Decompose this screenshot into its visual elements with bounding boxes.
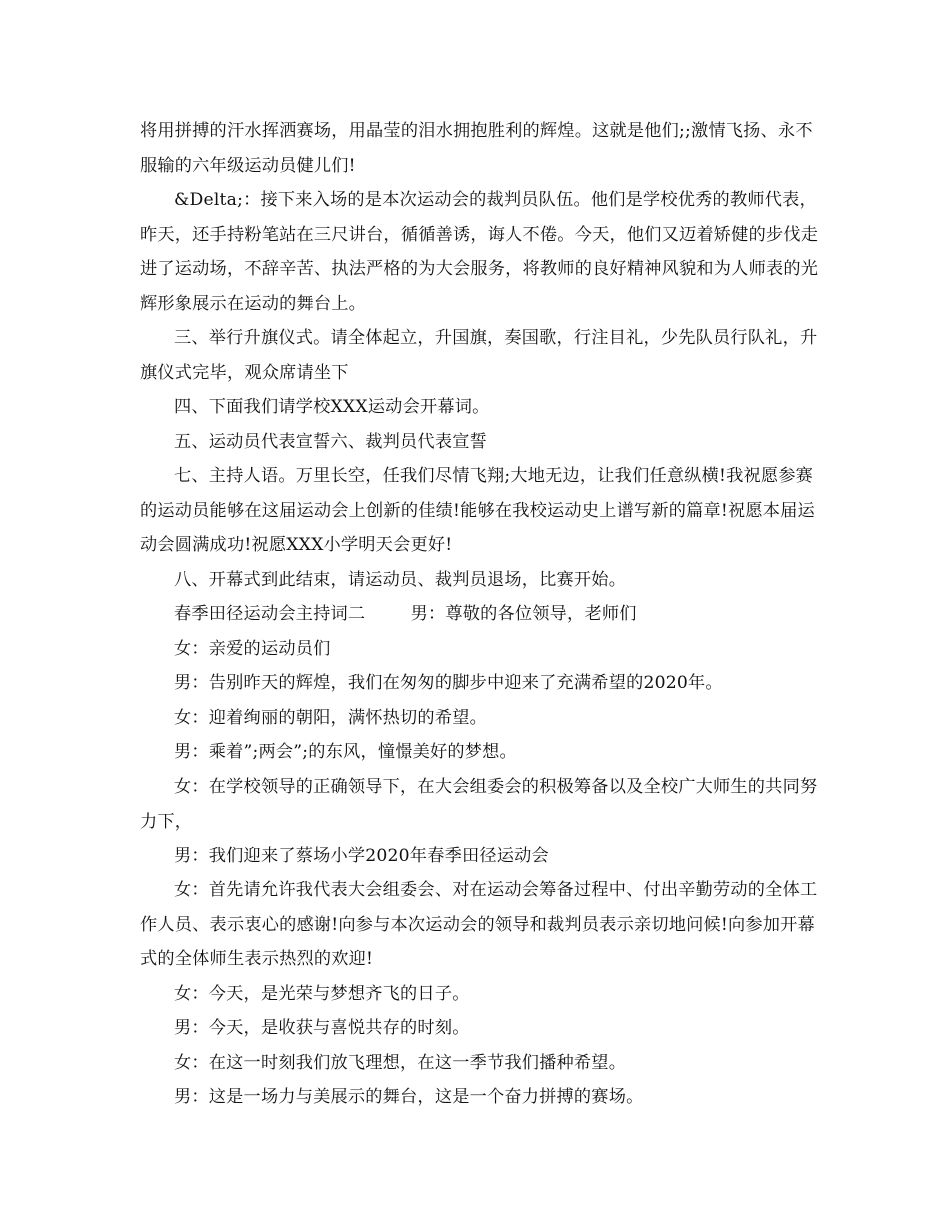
dialogue-line: 女：首先请允许我代表大会组委会、对在运动会筹备过程中、付出辛勤劳动的全体工作人员、表示衷心的感谢!向参与本次运动会的领导和裁判员表示亲切地问候!向参加开幕式的全体师生表示热烈的欢迎!: [140, 880, 818, 969]
paragraph-host-words: 七、主持人语。万里长空，任我们尽情飞翔;大地无边，让我们任意纵横!我祝愿参赛的运动员能够在这届运动会上创新的佳绩!能够在我校运动史上谱写新的篇章!祝愿本届运动会圆满成功!祝愿XXX小学明天会更好!: [140, 466, 815, 555]
paragraph-flag-ceremony: 三、举行升旗仪式。请全体起立，升国旗，奏国歌，行注目礼，少先队员行队礼，升旗仪式完毕，观众席请坐下: [140, 328, 818, 383]
dialogue-line: 女：在学校领导的正确领导下，在大会组委会的积极筹备以及全校广大师生的共同努力下，: [140, 777, 818, 832]
paragraph-referee-team: &Delta;：接下来入场的是本次运动会的裁判员队伍。他们是学校优秀的教师代表，昨天，还手持粉笔站在三尺讲台，循循善诱，诲人不倦。今天，他们又迈着矫健的步伐走进了运动场，不辞辛苦、执法严格的为大会服务，将教师的良好精神风貌和为人师表的光辉形象展示在运动的舞台上。: [140, 190, 819, 314]
paragraph-script-two-title: 春季田径运动会主持词二 男：尊敬的各位领导，老师们: [174, 604, 637, 624]
dialogue-line: 男：今天，是收获与喜悦共存的时刻。: [174, 1018, 470, 1038]
dialogue-line: 男：告别昨天的辉煌，我们在匆匆的脚步中迎来了充满希望的2020年。: [174, 673, 723, 693]
dialogue-line: 女：在这一时刻我们放飞理想，在这一季节我们播种希望。: [174, 1053, 627, 1073]
paragraph-continuation: 将用拼搏的汗水挥洒赛场，用晶莹的泪水拥抱胜利的辉煌。这就是他们;;激情飞扬、永不服输的六年级运动员健儿们!: [140, 121, 813, 176]
paragraph-opening-speech: 四、下面我们请学校XXX运动会开幕词。: [174, 397, 490, 417]
dialogue-line: 女：迎着绚丽的朝阳，满怀热切的希望。: [174, 708, 487, 728]
dialogue-line: 女：今天，是光荣与梦想齐飞的日子。: [174, 984, 470, 1004]
dialogue-line: 男：这是一场力与美展示的舞台，这是一个奋力拼搏的赛场。: [174, 1087, 644, 1107]
dialogue-line: 女：亲爱的运动员们: [174, 639, 331, 659]
paragraph-oaths: 五、运动员代表宣誓六、裁判员代表宣誓: [174, 432, 487, 452]
dialogue-line: 男：我们迎来了蔡场小学2020年春季田径运动会: [174, 846, 549, 866]
paragraph-closing: 八、开幕式到此结束，请运动员、裁判员退场，比赛开始。: [174, 570, 627, 590]
dialogue-line: 男：乘着”;两会”;的东风，憧憬美好的梦想。: [174, 742, 517, 762]
